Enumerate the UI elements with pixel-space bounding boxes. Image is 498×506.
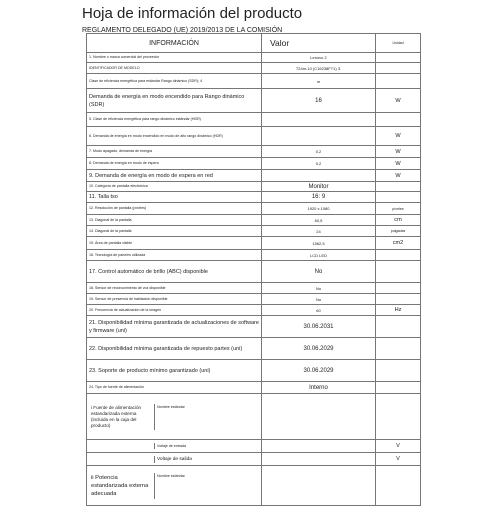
row-label: 13. Diagonal de la pantalla bbox=[87, 215, 262, 226]
table-row bbox=[87, 283, 421, 294]
row-label: 8. Demanda de energía en modo de espera bbox=[87, 158, 262, 170]
row-unit: W bbox=[376, 146, 421, 158]
table-header-row bbox=[87, 34, 421, 53]
row-value: 60,5 bbox=[262, 215, 376, 226]
psu-output-voltage-unit: V bbox=[376, 453, 421, 466]
row-label: 12. Resolución de pantalla (píxeles) bbox=[87, 203, 262, 215]
psu-external-row bbox=[87, 394, 421, 440]
row-label: Clase de eficiencia energética para estándar Rango dinámico (SDR); 4 bbox=[87, 74, 262, 89]
table-row bbox=[87, 113, 421, 127]
row-unit bbox=[376, 74, 421, 89]
row-value: m bbox=[262, 74, 376, 89]
table-row bbox=[87, 192, 421, 203]
table-row bbox=[87, 170, 421, 182]
row-label: 20. Frecuencia de actualización de la imagen bbox=[87, 305, 262, 316]
row-unit bbox=[376, 316, 421, 338]
row-value: 1920 x 1080 bbox=[262, 203, 376, 215]
row-value: No bbox=[262, 261, 376, 283]
row-label: 21. Disponibilidad mínima garantizada de actualizaciones de software y firmware (uni) bbox=[87, 316, 262, 338]
table-row bbox=[87, 182, 421, 192]
row-unit: W bbox=[376, 170, 421, 182]
table-row bbox=[87, 338, 421, 360]
header-information: INFORMACIÓN bbox=[87, 34, 262, 53]
header-unit: Unidad bbox=[376, 34, 421, 53]
row-value: 0,2 bbox=[262, 146, 376, 158]
psu-adequate-row bbox=[87, 466, 421, 506]
row-unit bbox=[376, 250, 421, 261]
table-row bbox=[87, 237, 421, 250]
row-label: 22. Disponibilidad mínima garantizada de repuesto partes (uni) bbox=[87, 338, 262, 360]
row-unit bbox=[376, 113, 421, 127]
row-label: 14. Diagonal de la pantalla bbox=[87, 226, 262, 237]
row-unit bbox=[376, 360, 421, 382]
psu-adequate-name-label: Nombre estándar bbox=[157, 473, 185, 478]
psu-adequate-label: ii Potencia estandarizada externa adecuada bbox=[89, 473, 155, 499]
page-title: Hoja de información del producto bbox=[82, 5, 303, 22]
table-row bbox=[87, 305, 421, 316]
row-value: 16: 9 bbox=[262, 192, 376, 203]
row-unit bbox=[376, 182, 421, 192]
psu-external-label: i Fuente de alimentación estandarizada externa (incluida en la caja del producto) bbox=[89, 404, 155, 430]
row-value: 0,2 bbox=[262, 158, 376, 170]
row-unit bbox=[376, 283, 421, 294]
row-value: No bbox=[262, 283, 376, 294]
row-label: 18. Sensor de reconocimiento de voz disponible bbox=[87, 283, 262, 294]
row-label: 6. Demanda de energía en modo encendido en modo de alto rango dinámico (HDR) bbox=[87, 127, 262, 146]
row-value: T24m-10 (C16238FT1) 3. bbox=[262, 63, 376, 74]
table-row bbox=[87, 74, 421, 89]
row-label: 1. Nombre o marca comercial del proveedor bbox=[87, 53, 262, 63]
row-unit: cm2 bbox=[376, 237, 421, 250]
row-unit: pulgadas bbox=[376, 226, 421, 237]
row-value: Lenovo 2 bbox=[262, 53, 376, 63]
row-label: 5. Clase de eficiencia energética para rango dinámico estándar (HDR) bbox=[87, 113, 262, 127]
table-row bbox=[87, 316, 421, 338]
row-label: 17. Control automático de brillo (ABC) disponible bbox=[87, 261, 262, 283]
psu-output-voltage-label: Voltaje de salida bbox=[157, 456, 192, 462]
row-value: Interno bbox=[262, 382, 376, 394]
row-value: LCD LED bbox=[262, 250, 376, 261]
row-value: 30.06.2031 bbox=[262, 316, 376, 338]
row-label: Demanda de energía en modo encendido para Rango dinámico (SDR) bbox=[87, 89, 262, 113]
row-unit: cm bbox=[376, 215, 421, 226]
table-row bbox=[87, 250, 421, 261]
table-row bbox=[87, 146, 421, 158]
row-value: No bbox=[262, 294, 376, 305]
row-unit: píxeles bbox=[376, 203, 421, 215]
psu-input-voltage-unit: V bbox=[376, 440, 421, 453]
row-unit bbox=[376, 382, 421, 394]
table-row bbox=[87, 294, 421, 305]
row-value bbox=[262, 170, 376, 182]
row-label: 24. Tipo de fuente de alimentación bbox=[87, 382, 262, 394]
row-label: 10. Categoría de pantalla electrónica bbox=[87, 182, 262, 192]
table-row bbox=[87, 226, 421, 237]
table-row bbox=[87, 63, 421, 74]
table-row bbox=[87, 261, 421, 283]
row-unit bbox=[376, 261, 421, 283]
row-value: 30.06.2029 bbox=[262, 338, 376, 360]
row-label: 16. Tecnología de paneles utilizada bbox=[87, 250, 262, 261]
row-value: 1562,5 bbox=[262, 237, 376, 250]
row-unit bbox=[376, 53, 421, 63]
table-row bbox=[87, 158, 421, 170]
row-value: 16 bbox=[262, 89, 376, 113]
psu-input-voltage-row bbox=[87, 440, 421, 453]
row-unit bbox=[376, 338, 421, 360]
row-unit: Hz bbox=[376, 305, 421, 316]
row-label: 23. Soporte de producto mínimo garantizado (uni) bbox=[87, 360, 262, 382]
table-row bbox=[87, 360, 421, 382]
table-row bbox=[87, 215, 421, 226]
table-row bbox=[87, 53, 421, 63]
table-row bbox=[87, 89, 421, 113]
row-unit bbox=[376, 192, 421, 203]
row-label: 7. Modo apagado, demanda de energía bbox=[87, 146, 262, 158]
regulation-subtitle: REGLAMENTO DELEGADO (UE) 2019/2013 DE LA COMISIÓN bbox=[82, 27, 283, 34]
psu-input-voltage-label: Voltaje de entrada bbox=[157, 444, 186, 448]
row-label: 11. Talla tso bbox=[87, 192, 262, 203]
header-value: Valor bbox=[262, 34, 376, 53]
table-row bbox=[87, 382, 421, 394]
row-unit: W bbox=[376, 158, 421, 170]
row-value: 24 bbox=[262, 226, 376, 237]
row-value bbox=[262, 113, 376, 127]
row-unit bbox=[376, 294, 421, 305]
row-label: IDENTIFICADOR DE MODELO bbox=[87, 63, 262, 74]
row-label: 9. Demanda de energía en modo de espera en red bbox=[87, 170, 262, 182]
row-value: 60 bbox=[262, 305, 376, 316]
row-value: Monitor bbox=[262, 182, 376, 192]
row-value: 30.06.2029 bbox=[262, 360, 376, 382]
row-unit: W bbox=[376, 89, 421, 113]
row-value bbox=[262, 127, 376, 146]
row-label: 19. Sensor de presencia de habitación disponible bbox=[87, 294, 262, 305]
psu-standard-name-label: Nombre estándar bbox=[157, 404, 185, 409]
row-unit bbox=[376, 63, 421, 74]
row-label: 15. Área de pantalla visible bbox=[87, 237, 262, 250]
product-info-table bbox=[86, 33, 421, 506]
table-row bbox=[87, 203, 421, 215]
row-unit: W bbox=[376, 127, 421, 146]
table-row bbox=[87, 127, 421, 146]
psu-output-voltage-row bbox=[87, 453, 421, 466]
